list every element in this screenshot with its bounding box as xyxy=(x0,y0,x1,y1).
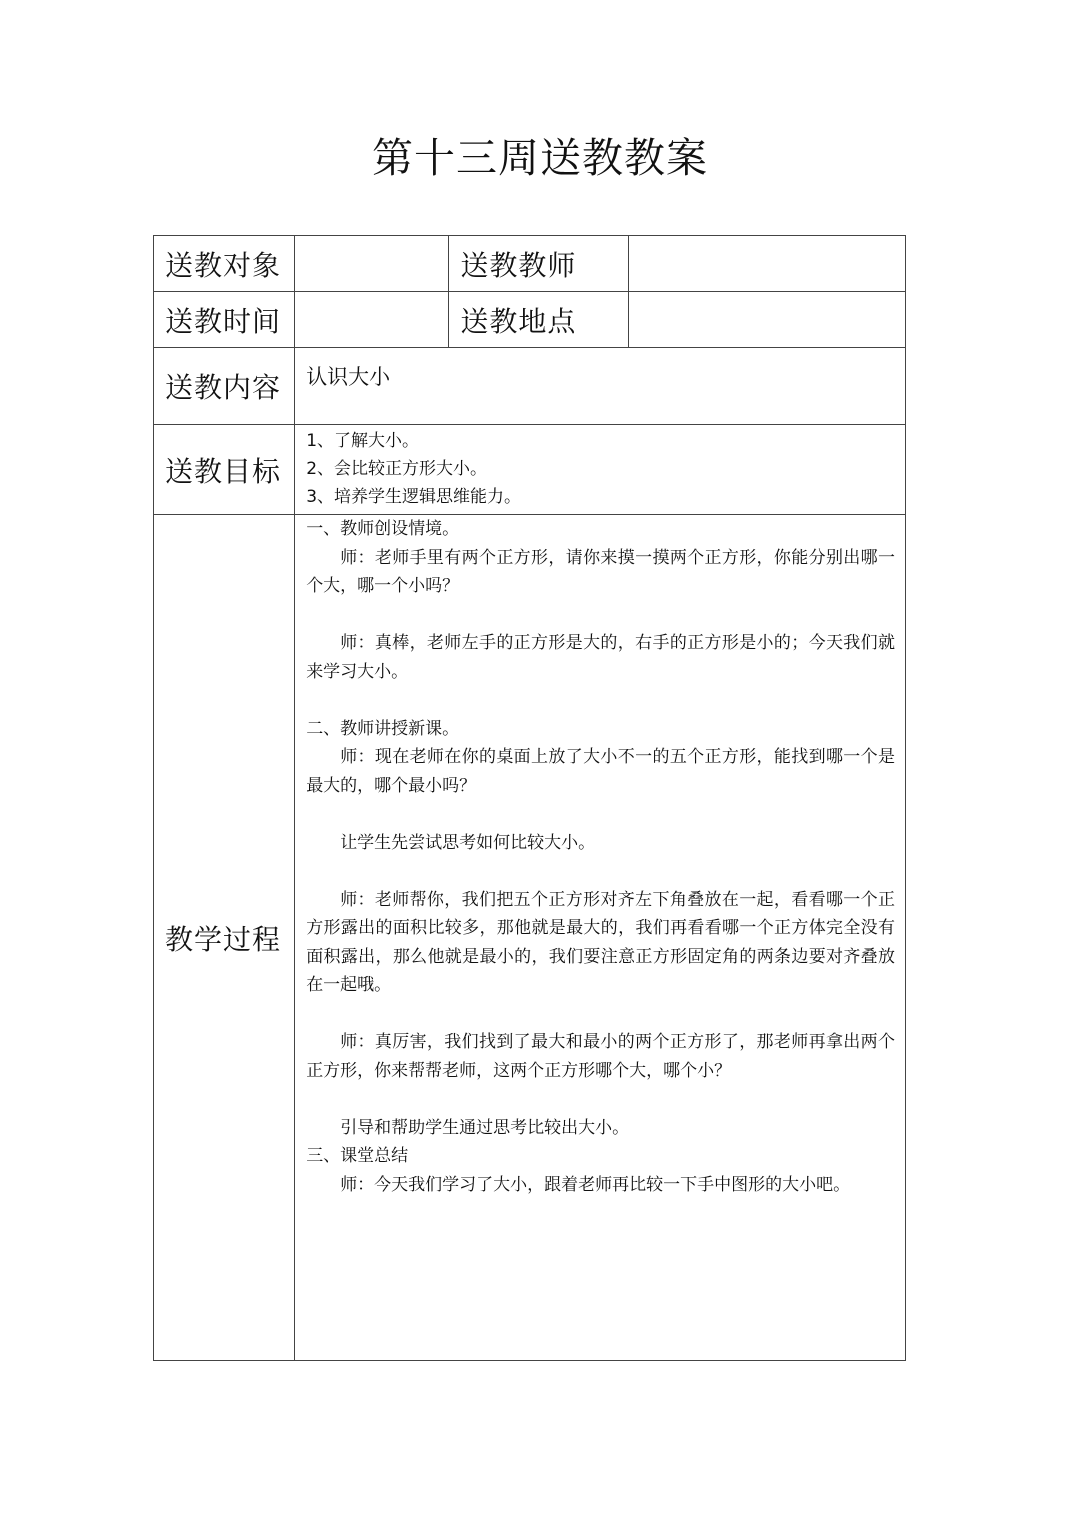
process-heading: 二、教师讲授新课。 xyxy=(306,718,460,739)
process-paragraph: 让学生先尝试思考如何比较大小。 xyxy=(340,832,596,853)
table-row-time xyxy=(154,292,906,348)
process-paragraph: 师：老师帮你，我们把五个正方形对齐左下角叠放在一起，看看哪一个正方形露出的面积比较多，那他就是最大的，我们再看看哪一个正方体完全没有面积露出，那么他就是最小的，我们要注意正方形固定角的两条边要对齐叠放在一起哦。 xyxy=(306,889,895,995)
goal-item: 1、了解大小。 xyxy=(306,431,420,451)
table-row-process xyxy=(154,515,906,1361)
value-location xyxy=(628,292,905,348)
process-paragraph: 师：老师手里有两个正方形，请你来摸一摸两个正方形，你能分别出哪一个大，哪一个小吗？ xyxy=(306,547,895,596)
value-teacher xyxy=(628,236,905,292)
label-location: 送教地点 xyxy=(449,292,628,348)
process-paragraph: 师：真厉害，我们找到了最大和最小的两个正方形了，那老师再拿出两个正方形，你来帮帮老师，这两个正方形哪个大，哪个小？ xyxy=(306,1032,895,1081)
process-body xyxy=(295,515,906,1361)
goal-item: 2、会比较正方形大小。 xyxy=(306,459,488,479)
label-time: 送教时间 xyxy=(154,292,295,348)
goal-item: 3、培养学生逻辑思维能力。 xyxy=(306,487,522,507)
table-row-goals xyxy=(154,425,906,515)
lesson-plan-table xyxy=(153,235,906,1361)
label-process: 教学过程 xyxy=(154,515,295,1361)
process-heading: 三、课堂总结 xyxy=(306,1146,409,1166)
label-content: 送教内容 xyxy=(154,348,295,425)
process-paragraph: 师：现在老师在你的桌面上放了大小不一的五个正方形，能找到哪一个是最大的，哪个最小吗？ xyxy=(306,747,895,796)
goals-list xyxy=(295,425,906,515)
label-teacher: 送教教师 xyxy=(449,236,628,292)
table-row-target xyxy=(154,236,906,292)
value-target xyxy=(295,236,449,292)
process-paragraph: 师：真棒，老师左手的正方形是大的，右手的正方形是小的；今天我们就来学习大小。 xyxy=(306,633,895,682)
process-heading: 一、教师创设情境。 xyxy=(306,519,460,539)
page-title: 第十三周送教教案 xyxy=(372,134,708,182)
process-paragraph: 师：今天我们学习了大小，跟着老师再比较一下手中图形的大小吧。 xyxy=(340,1174,851,1195)
label-goals: 送教目标 xyxy=(154,425,295,515)
process-paragraph: 引导和帮助学生通过思考比较出大小。 xyxy=(340,1117,630,1138)
label-target: 送教对象 xyxy=(154,236,295,292)
table-row-content xyxy=(154,348,906,425)
value-time xyxy=(295,292,449,348)
value-content: 认识大小 xyxy=(295,348,906,425)
